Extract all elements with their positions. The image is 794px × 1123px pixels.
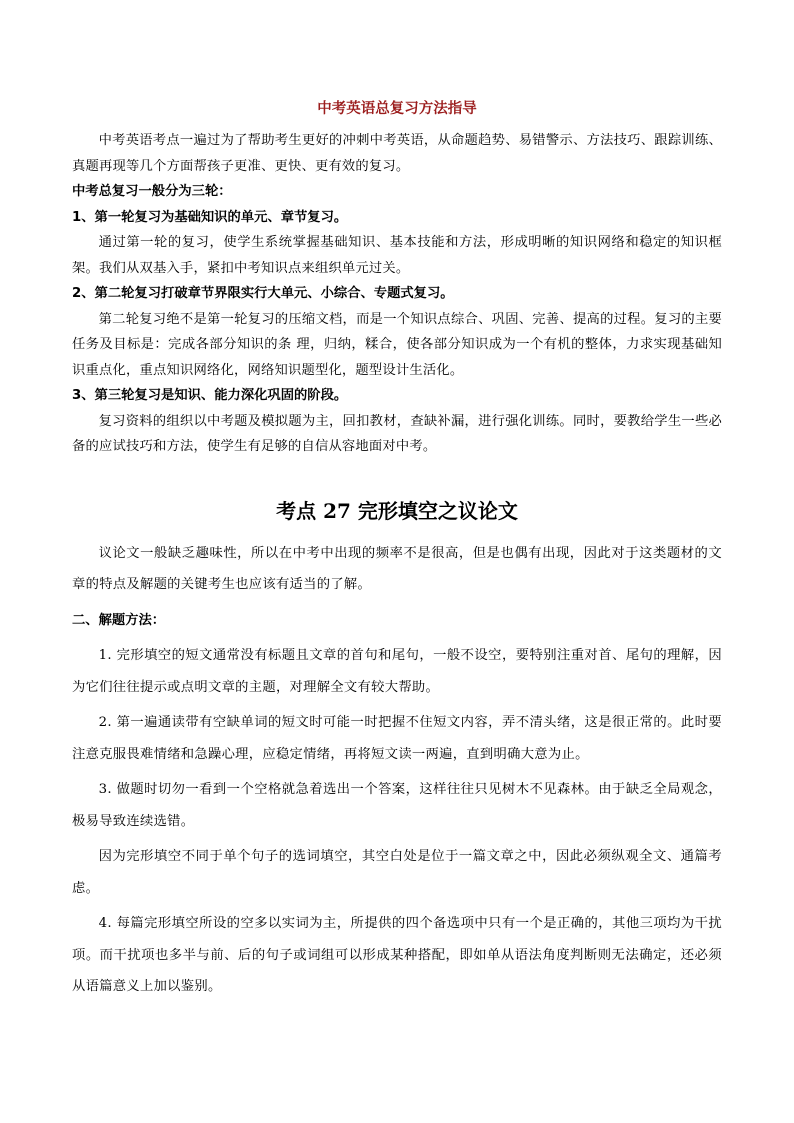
- method-item-1: 1. 完形填空的短文通常没有标题且文章的首句和尾句，一般不设空，要特别注重对首、尾句的理解，因为它们往往提示或点明文章的主题，对理解全文有较大帮助。: [72, 648, 722, 695]
- round-3-heading: 3、第三轮复习是知识、能力深化巩固的阶段。: [72, 388, 348, 403]
- method-item-3: 3. 做题时切勿一看到一个空格就急着选出一个答案，这样往往只见树木不见森林。由于缺乏全局观念，极易导致连续选错。: [72, 782, 722, 829]
- method-item-4: 4. 每篇完形填空所设的空多以实词为主，所提供的四个备选项中只有一个是正确的，其他三项均为干扰项。而干扰项也多半与前、后的句子或词组可以形成某种搭配，即如单从语法角度判断则无法确定，还必须从语篇意义上加以鉴别。: [72, 916, 722, 994]
- guide-title: 中考英语总复习方法指导: [317, 101, 477, 117]
- guide-intro: 中考英语考点一遍过为了帮助考生更好的冲刺中考英语，从命题趋势、易错警示、方法技巧、跟踪训练、真题再现等几个方面帮孩子更准、更快、更有效的复习。: [72, 133, 722, 174]
- round-1-heading: 1、第一轮复习为基础知识的单元、章节复习。: [72, 209, 348, 225]
- round-3-body: 复习资料的组织以中考题及模拟题为主，回扣教材，查缺补漏，进行强化训练。同时，要教给学生一些必备的应试技巧和方法，使学生有足够的自信从容地面对中考。: [72, 413, 722, 454]
- document-page: [72, 98, 722, 1007]
- round-2-heading: 2、第二轮复习打破章节界限实行大单元、小综合、专题式复习。: [72, 286, 454, 301]
- method-item-3-note: 因为完形填空不同于单个句子的选词填空，其空白处是位于一篇文章之中，因此必须纵观全文、通篇考虑。: [72, 849, 722, 896]
- round-2-body: 第二轮复习绝不是第一轮复习的压缩文档，而是一个知识点综合、巩固、完善、提高的过程。复习的主要任务及目标是：完成各部分知识的条 理，归纳，糅合，使各部分知识成为一个有机的整体，力求实现基础知识重点化，重点知识网络化，网络知识题型化，题型设计生活化。: [72, 311, 722, 378]
- method-item-2: 2. 第一遍通读带有空缺单词的短文时可能一时把握不住短文内容，弄不清头绪，这是很正常的。此时要注意克服畏难情绪和急躁心理，应稳定情绪，再将短文读一两遍，直到明确大意为止。: [72, 715, 722, 762]
- topic-title: 考点 27 完形填空之议论文: [276, 498, 518, 523]
- round-1-body: 通过第一轮的复习，使学生系统掌握基础知识、基本技能和方法，形成明晰的知识网络和稳定的知识框架。我们从双基入手，紧扣中考知识点来组织单元过关。: [72, 235, 722, 276]
- topic-intro: 议论文一般缺乏趣味性，所以在中考中出现的频率不是很高，但是也偶有出现，因此对于这类题材的文章的特点及解题的关键考生也应该有适当的了解。: [72, 545, 722, 592]
- overview-heading: 中考总复习一般分为三轮：: [72, 184, 232, 199]
- methods-heading: 二、解题方法：: [72, 612, 166, 628]
